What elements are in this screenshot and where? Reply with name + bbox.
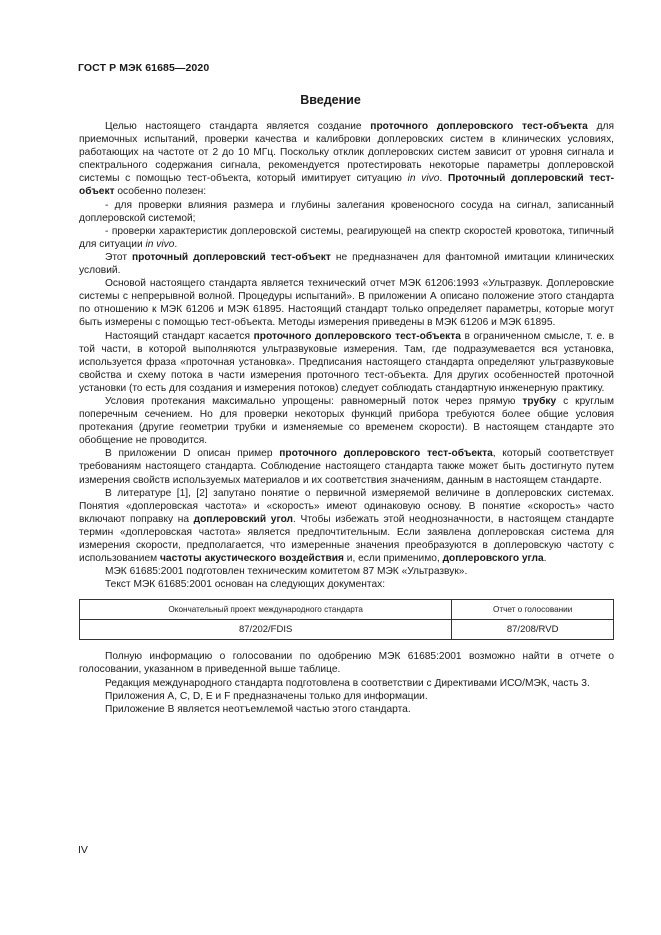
paragraph: Приложения А, С, D, Е и F предназначены только для информации. [105,690,428,702]
voting-table [79,599,614,640]
paragraph: Текст МЭК 61685:2001 основан на следующих документах: [105,579,386,591]
paragraph: Полную информацию о голосовании по одобрению МЭК 61685:2001 возможно найти в отчете о голосовании, указанном в приведенной выше таблице. [79,651,614,676]
paragraph: Приложение В является неотъемлемой частью этого стандарта. [105,703,411,715]
paragraph: Этот проточный доплеровский тест-объект не предназначен для фантомной имитации клинических условий. [79,251,614,277]
paragraph: Настоящий стандарт касается проточного доплеровского тест-объекта в ограниченном смысле, т. е. в той части, в которой выполняются ультразвуковые измерения. Там, где подразумевается вся установка, используется фраза «проточная установка». Предписания настоящего стандарта определяют ультразвуковые свойства и схему потока в части измерения проточного тест-объекта. Для других особенностей проточной установки (то есть для создания и измерения потоков) следует соблюдать стандартную инженерную практику. [79,330,614,394]
paragraph: Редакция международного стандарта подготовлена в соответствии с Директивами ИСО/МЭК, часть 3. [105,677,590,689]
document-header: ГОСТ Р МЭК 61685—2020 [78,62,210,74]
paragraph: Целью настоящего стандарта является создание проточного доплеровского тест-объекта для приемочных испытаний, проверки качества и калибровки доплеровских систем в клинических условиях, работающих на частоте от 2 до 10 МГц. Поскольку отклик доплеровских систем зависит от уровня сигнала и спектрального содержания сигнала, рекомендуется протестировать некоторые параметры доплеровской системы с помощью тест-объекта, который имитирует ситуацию in vivo. Проточный доплеровский тест-объект особенно полезен: [79,121,614,198]
paragraph: Условия протекания максимально упрощены: равномерный поток через прямую трубку с круглым поперечным сечением. Но для проверки некоторых функций прибора требуются более общие условия протекания (другие геометрии трубки и изменяемые со временем скорости). В настоящем стандарте это обобщение не проводится. [79,395,614,447]
document-body [79,120,614,716]
paragraph: МЭК 61685:2001 подготовлен техническим комитетом 87 МЭК «Ультразвук». [105,566,468,578]
table-cell: 87/208/RVD [452,620,614,640]
section-title: Введение [300,93,361,107]
paragraph: Основой настоящего стандарта является технический отчет МЭК 61206:1993 «Ультразвук. Доплеровские системы с непрерывной волной. Процедуры испытаний». В приложении А описано положение этого стандарта по отношению к МЭК 61206 и МЭК 61895. Настоящий стандарт только определяет параметры, которые могут быть измерены с помощью тест-объекта. Методы измерения приведены в МЭК 61206 и МЭК 61895. [79,278,614,329]
table-header-row [80,600,614,620]
table-cell: 87/202/FDIS [80,620,452,640]
paragraph: В приложении D описан пример проточного доплеровского тест-объекта, который соответствует требованиям настоящего стандарта. Соблюдение настоящего стандарта также может быть достигнуто путем измерения свойств используемых материалов и их соответствия значениям, данным в настоящем стандарте. [79,448,615,486]
list-item: - проверки характеристик доплеровской системы, реагирующей на спектр скоростей кровотока, типичный для ситуации in vivo. [79,225,614,250]
table-header-cell: Отчет о голосовании [452,600,614,620]
page-number: IV [78,844,88,856]
paragraph: В литературе [1], [2] запутано понятие о первичной измеряемой величине в доплеровских системах. Понятия «доплеровская частота» и «скорость» имеют одинаковую основу. В понятие «скорость» часто включают поправку на доплеровский угол. Чтобы избежать этой неоднозначности, в настоящем стандарте термин «доплеровская частота» является предпочтительным. Если заявлена доплеровская система для измерения скорости, предполагается, что измеренные значения преобразуются в доплеровскую частоту с использованием частоты акустического воздействия и, если применимо, доплеровского угла. [79,487,614,565]
list-item: - для проверки влияния размера и глубины залегания кровеносного сосуда на сигнал, записанный доплеровской системой; [79,199,614,224]
table-row [80,620,614,640]
table-header-cell: Окончательный проект международного стандарта [80,600,452,620]
